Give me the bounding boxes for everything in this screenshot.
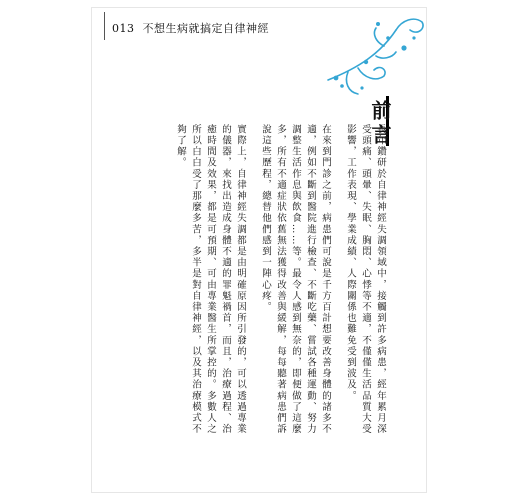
book-title: 不想生病就搞定自律神經	[142, 22, 269, 35]
body-text	[163, 124, 388, 444]
header-rule	[104, 12, 105, 40]
paragraph: 實際上，自律神經失調都是由明確原因所引發的，可以透過專業的儀器，來找出造成身體不適的罪魁禍首，而且，治療過程、治癒時間及效果，都是可預期、可由專業醫生所掌控的。多數人之所以白白受了那麼多苦，多半是對自律神經，以及其治療模式不夠了解。	[175, 124, 246, 435]
section-title: 前言	[368, 100, 392, 148]
page-number: 013	[112, 22, 135, 35]
paragraph: 在來到門診之前，病患們可說是千方百計想要改善身體的諸多不適，例如不斷到醫院進行檢查、不斷吃藥、嘗試各種運動、努力調整生活作息與飲食……等。最令人感到無奈的，即便做了這麼多，所有不適症狀依舊無法獲得改善與緩解，每每聽著病患們訴說這些歷程，總替他們感到一陣心疼。	[260, 124, 331, 435]
floral-ornament-icon	[318, 8, 430, 98]
paragraph: 長年鑽研於自律神經失調領域中，接觸到許多病患，經年累月深受頭痛、頭暈、失眠、胸悶、心悸等不適，不僅僅生活品質大受影響，工作表現、學業成績、人際關係也難免受到波及。	[345, 124, 386, 435]
page-header	[112, 20, 269, 36]
